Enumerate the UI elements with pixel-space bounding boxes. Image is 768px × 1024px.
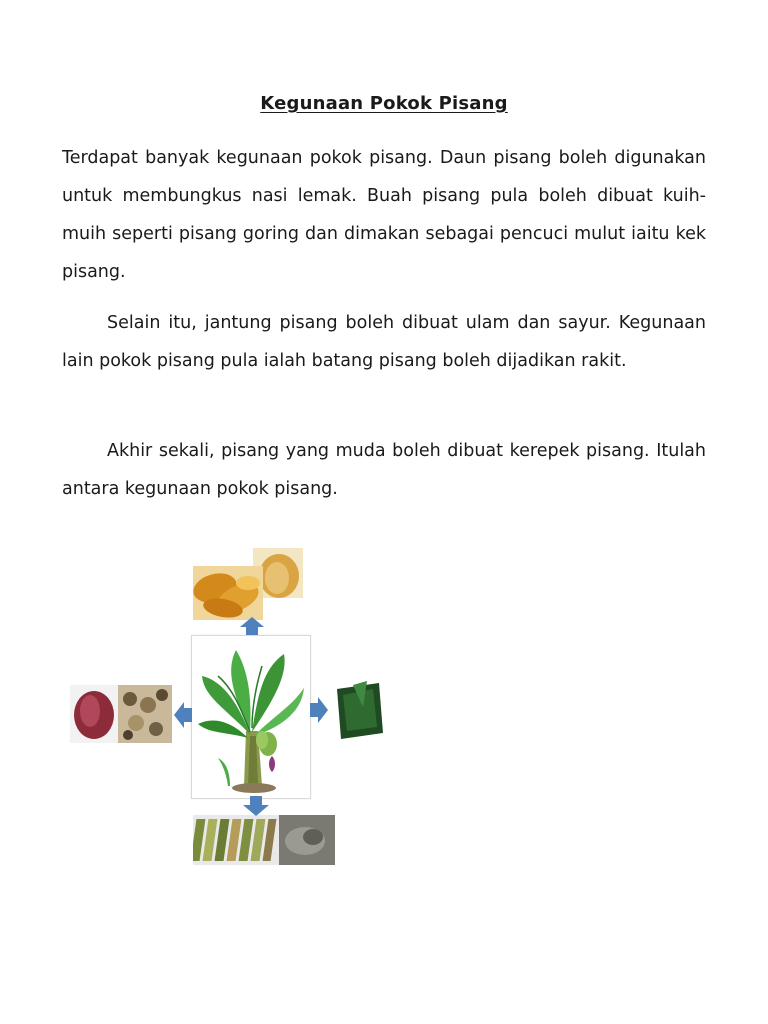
- paragraph-2: Selain itu, jantung pisang boleh dibuat ulam dan sayur. Kegunaan lain pokok pisang pula ialah batang pisang boleh dijadikan rakit.: [62, 313, 706, 371]
- banana-leaf-image: [333, 677, 385, 743]
- arrow-down-icon: [243, 796, 269, 816]
- banana-uses-diagram: [60, 540, 400, 870]
- paragraph-1: Terdapat banyak kegunaan pokok pisang. Daun pisang boleh digunakan untuk membungkus nasi lemak. Buah pisang pula boleh dibuat kuih-muih seperti pisang goring dan dimakan sebagai pencuci mulut iaitu kek pisang.: [62, 148, 706, 282]
- arrow-left-icon: [174, 702, 192, 728]
- paragraph-3: Akhir sekali, pisang yang muda boleh dibuat kerepek pisang. Itulah antara kegunaan pokok pisang.: [62, 441, 706, 499]
- arrow-right-icon: [310, 697, 328, 723]
- fried-banana-image: [193, 548, 303, 620]
- arrow-up-icon: [240, 617, 264, 635]
- banana-trunk-raft-image: [193, 815, 335, 865]
- banana-plant-image: [191, 635, 311, 799]
- banana-heart-image: [70, 685, 172, 743]
- document-title: Kegunaan Pokok Pisang: [260, 93, 508, 114]
